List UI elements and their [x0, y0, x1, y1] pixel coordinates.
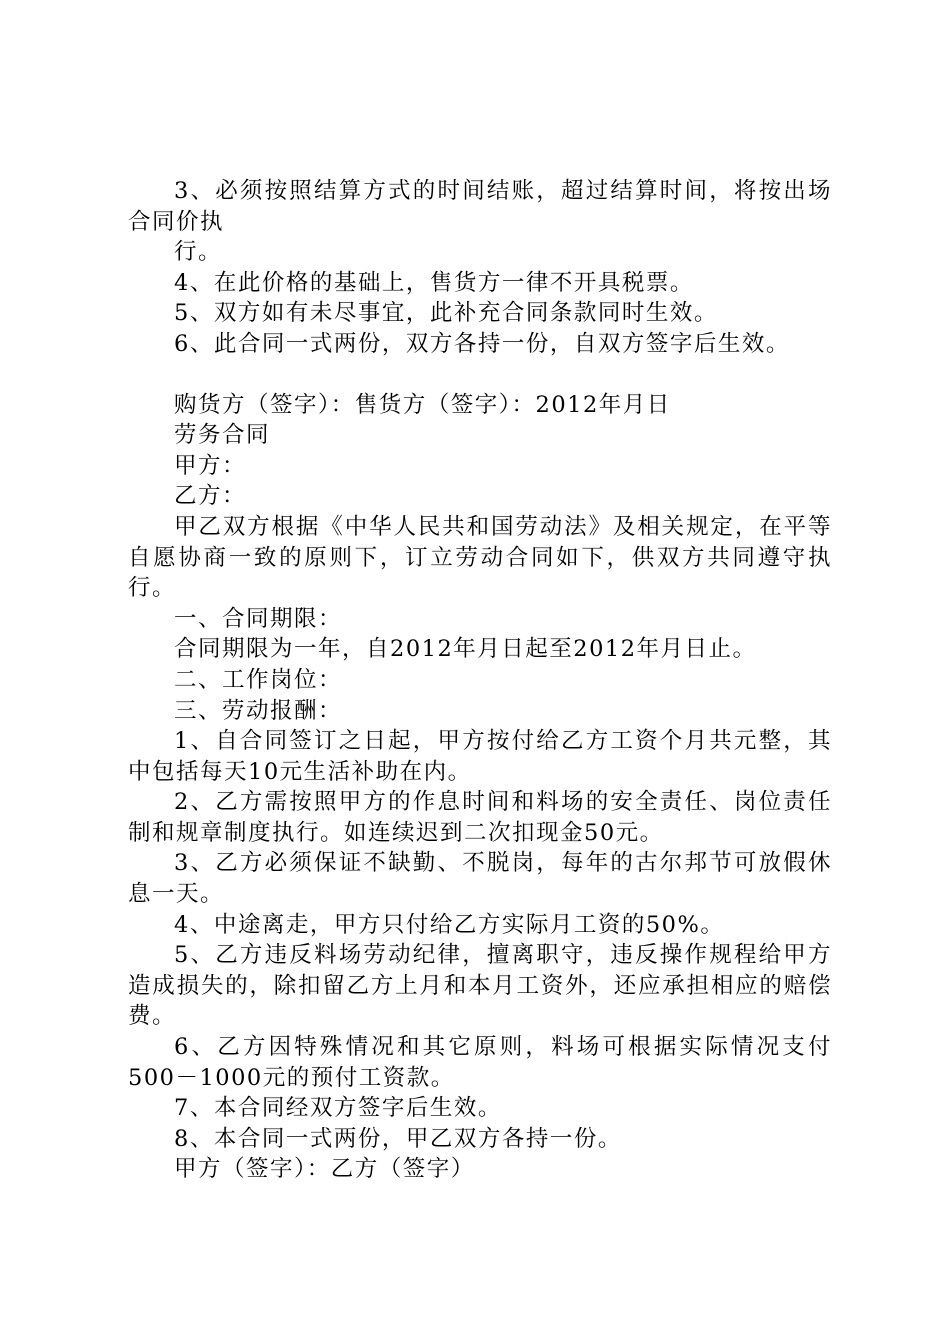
clause-2: 2、乙方需按照甲方的作息时间和料场的安全责任、岗位责任制和规章制度执行。如连续迟到二次扣现金50元。 [128, 789, 832, 846]
section-gap [128, 360, 832, 390]
document-body [128, 176, 832, 1185]
paragraph-copies-clause: 6、此合同一式两份，双方各持一份，自双方签字后生效。 [174, 330, 790, 357]
signature-line-parties: 甲方（签字）：乙方（签字） [174, 1156, 475, 1183]
paragraph-settlement-clause: 3、必须按照结算方式的时间结账，超过结算时间，将按出场合同价执 [128, 178, 832, 235]
clause-1: 1、自合同签订之日起，甲方按付给乙方工资个月共元整，其中包括每天10元生活补助在内。 [128, 728, 832, 785]
paragraph-tax-clause: 4、在此价格的基础上，售货方一律不开具税票。 [174, 269, 694, 296]
party-b-label: 乙方： [174, 483, 247, 510]
clause-5: 5、乙方违反料场劳动纪律，擅离职守，违反操作规程给甲方造成损失的，除扣留乙方上月和本月工资外，还应承担相应的赔偿费。 [128, 942, 832, 1030]
party-a-label: 甲方： [174, 452, 247, 479]
paragraph-preamble: 甲乙双方根据《中华人民共和国劳动法》及相关规定，在平等自愿协商一致的原则下，订立劳动合同如下，供双方共同遵守执行。 [128, 513, 832, 602]
heading-remuneration: 三、劳动报酬： [174, 697, 343, 724]
heading-job-position: 二、工作岗位： [174, 666, 343, 693]
document-title-labor-contract: 劳务合同 [174, 422, 271, 449]
clause-6: 6、乙方因特殊情况和其它原则，料场可根据实际情况支付500－1000元的预付工资款。 [128, 1034, 832, 1091]
clause-8: 8、本合同一式两份，甲乙双方各持一份。 [174, 1125, 622, 1152]
paragraph-contract-term: 合同期限为一年，自2012年月日起至2012年月日止。 [174, 636, 757, 663]
clause-4: 4、中途离走，甲方只付给乙方实际月工资的50%。 [174, 911, 725, 938]
heading-contract-term: 一、合同期限： [174, 605, 343, 632]
paragraph-settlement-clause-end: 行。 [174, 239, 223, 266]
signature-line-purchase: 购货方（签字）：售货方（签字）：2012年月日 [174, 391, 671, 418]
clause-3: 3、乙方必须保证不缺勤、不脱岗，每年的古尔邦节可放假休息一天。 [128, 850, 832, 908]
paragraph-supplement-clause: 5、双方如有未尽事宜，此补充合同条款同时生效。 [174, 300, 718, 327]
clause-7: 7、本合同经双方签字后生效。 [174, 1095, 502, 1122]
